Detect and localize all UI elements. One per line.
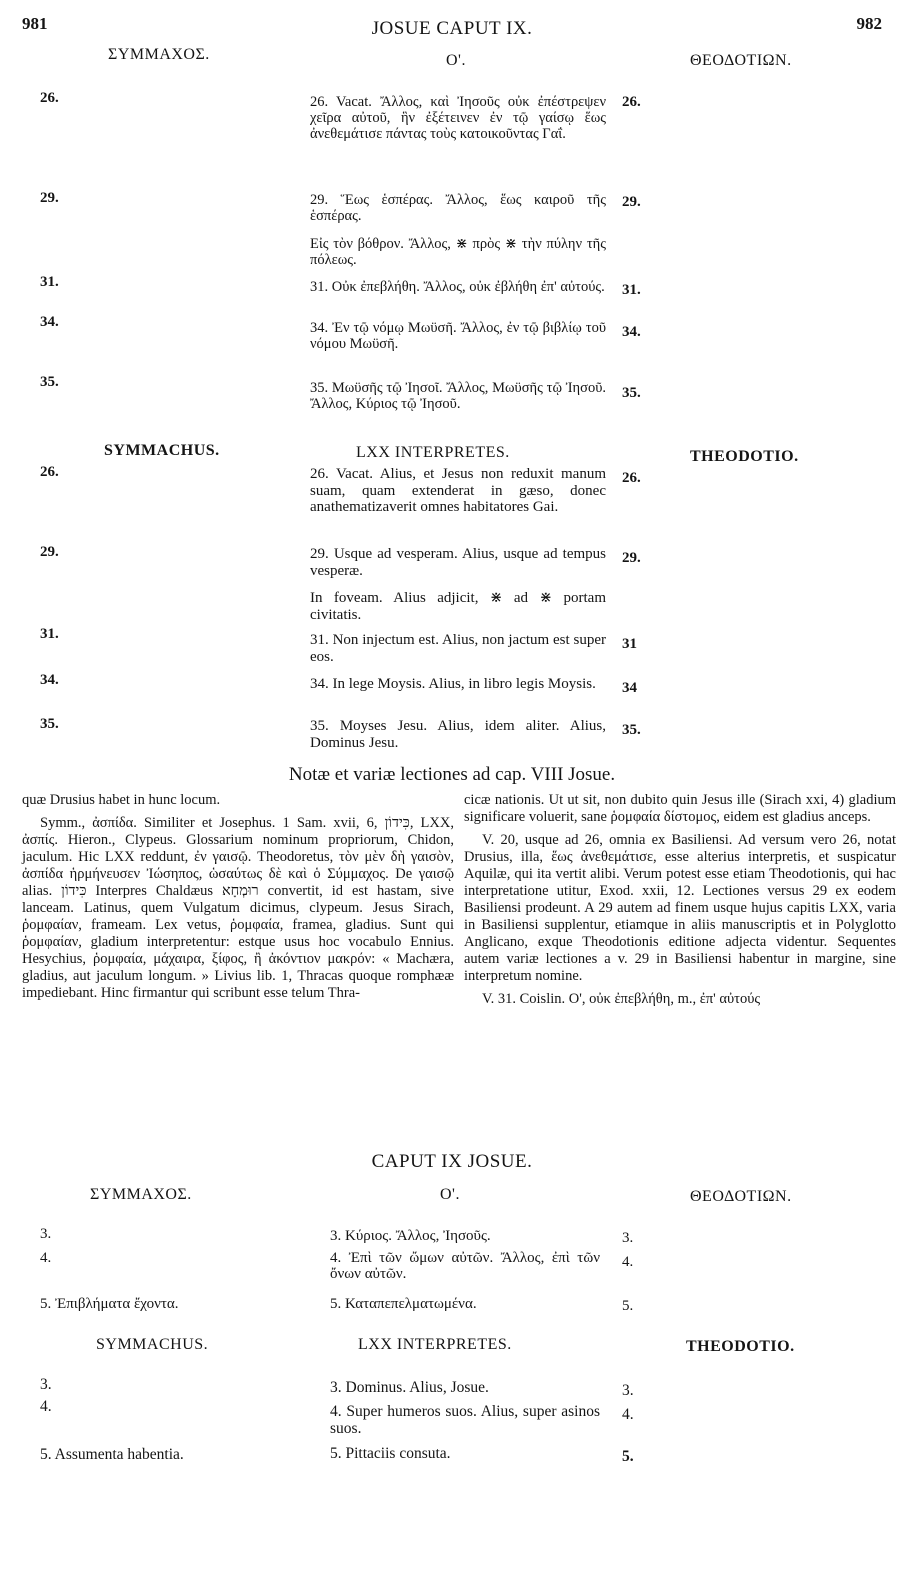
greek-variant-text: 29. Ἕως ἑσπέρας. Ἄλλος, ἕως καιροῦ τῆς ἑσπέρας. <box>310 192 606 224</box>
symmachus-greek-reading: 5. Ἐπιβλήματα ἔχοντα. <box>40 1296 179 1312</box>
latin-variant-text: 29. Usque ad vesperam. Alius, usque ad tempus vesperæ. <box>310 546 606 579</box>
latin-variant-text: 5. Pittaciis consuta. <box>330 1445 451 1462</box>
latin-variant-text: 31. Non injectum est. Alius, non jactum est super eos. <box>310 632 606 665</box>
verse-number-right: 31. <box>622 282 641 298</box>
notes-title: Notæ et variæ lectiones ad cap. VIII Josue. <box>288 764 616 785</box>
verse-number-left: 35. <box>40 716 59 732</box>
verse-number-right: 26. <box>622 470 641 486</box>
greek-variant-text: 26. Vacat. Ἄλλος, καὶ Ἰησοῦς οὐκ ἐπέστρεψεν χεῖρα αὐτοῦ, ἣν ἐξέτεινεν ἐν τῷ γαίσῳ ἕως ἀνεθεμάτισε πάντας τοὺς κατοικοῦντας Γαΐ. <box>310 94 606 142</box>
latin-variant-text: 34. In lege Moysis. Alius, in libro legis Moysis. <box>310 676 596 692</box>
lxx-latin-heading-lower: LXX INTERPRETES. <box>358 1336 512 1353</box>
verse-number-left: 29. <box>40 544 59 560</box>
verse-number-left: 4. <box>40 1398 52 1415</box>
greek-variant-text: 4. Ἐπὶ τῶν ὤμων αὐτῶν. Ἄλλος, ἐπὶ τῶν ὄνων αὐτῶν. <box>330 1250 600 1282</box>
note-paragraph: cicæ nationis. Ut ut sit, non dubito quin Jesus ille (Sirach xxi, 4) gladium significare voluerit, sane ῥομφαία δίστομος, eidem est gladius anceps. <box>464 792 896 825</box>
verse-number-left: 35. <box>40 374 59 390</box>
caput-ix-title: CAPUT IX JOSUE. <box>371 1151 533 1172</box>
notes-right-column <box>464 792 896 1014</box>
symmachus-latin-heading-lower: SYMMACHUS. <box>96 1336 209 1353</box>
verse-number-right: 31 <box>622 636 637 652</box>
verse-number-left: 26. <box>40 464 59 480</box>
verse-number-left: 26. <box>40 90 59 106</box>
greek-variant-text: 35. Μωϋσῆς τῷ Ἰησοῖ. Ἄλλος, Μωϋσῆς τῷ Ἰησοῦ. Ἄλλος, Κύριος τῷ Ἰησοῦ. <box>310 380 606 412</box>
verse-number-right: 5. <box>622 1298 634 1314</box>
verse-number-right: 3. <box>622 1382 634 1399</box>
verse-number-left: 4. <box>40 1250 52 1266</box>
symmachus-greek-heading-lower: ΣΥΜΜΑΧΟΣ. <box>90 1186 192 1203</box>
latin-variant-text: 35. Moyses Jesu. Alius, idem aliter. Alius, Dominus Jesu. <box>310 718 606 751</box>
symmachus-latin-heading: SYMMACHUS. <box>104 442 220 459</box>
note-paragraph: Symm., ἀσπίδα. Similiter et Josephus. 1 Sam. xvii, 6, כִּידוֹן, LXX, ἀσπίς. Hieron., Clypeus. Glossarium nominum propriorum, Chidon, jaculum. Hic LXX reddunt, ἐν γαισῷ. Theodoretus, τὸν μὲν δὴ γαισὸν, ἀσπίδα ἡρμήνευσεν Ἰώσηπος, ὡσαύτως δὲ καὶ ὁ Σύμμαχος. De γαισῷ alias. כִּידוֹן Interpres Chaldæus רוּמְחָא convertit, id est hastam, sive lanceam. Latinus, quem Vulgatum dicimus, clypeum. Jesus Sirach, ῥομφαίαν, frameam. Lex vetus, ῥομφαία, framea, gladius. Sunt qui ῥομφαίαν, gladium interpretentur: estque usus hoc vocabulo Ennius. Hesychius, ῥομφαία, μάχαιρα, ξίφος, ἢ ἀκόντιον μακρόν: « Machæra, gladius, aut jaculum longum. » Livius lib. 1, Thracas quoque romphææ impediebant. Hinc firmantur qui scribunt esse telum Thra- <box>22 815 454 1001</box>
greek-variant-text: 5. Καταπεπελματωμένα. <box>330 1296 477 1312</box>
verse-number-left: 29. <box>40 190 59 206</box>
theodotio-latin-heading: THEODOTIO. <box>690 448 799 465</box>
theodotion-greek-heading-lower: ΘΕΟΔΟΤΙΩΝ. <box>690 1188 792 1205</box>
symmachus-latin-reading: 5. Assumenta habentia. <box>40 1446 184 1463</box>
lxx-latin-heading: LXX INTERPRETES. <box>356 444 510 461</box>
lxx-greek-heading-lower: Ο'. <box>440 1186 460 1203</box>
verse-number-left: 34. <box>40 672 59 688</box>
page-number-right: 982 <box>856 14 882 33</box>
verse-number-left: 31. <box>40 626 59 642</box>
notes-left-column <box>22 792 454 1008</box>
verse-number-right: 3. <box>622 1230 634 1246</box>
verse-number-right: 35. <box>622 722 641 738</box>
verse-number-right: 35. <box>622 385 641 401</box>
symmachus-greek-heading: ΣΥΜΜΑΧΟΣ. <box>108 46 210 63</box>
greek-variant-text: 31. Οὐκ ἐπεβλήθη. Ἄλλος, οὐκ ἐβλήθη ἐπ' αὐτούς. <box>310 279 605 295</box>
verse-number-right: 34. <box>622 324 641 340</box>
verse-number-right: 26. <box>622 94 641 110</box>
theodotion-greek-heading: ΘΕΟΔΟΤΙΩΝ. <box>690 52 792 69</box>
verse-number-right: 4. <box>622 1254 634 1270</box>
note-paragraph: V. 20, usque ad 26, omnia ex Basiliensi. Ad versum vero 26, notat Drusius, illa, ἕως ἀνεθεμάτισε, esse alterius interpretis, et suspicatur Aquilæ, qui ita vertit alibi. Verum potest esse etiam Theodotionis, qui hac interpretatione utitur, Exod. xxii, 12. Lectiones versus 29 ex eodem Basiliensi prodeunt. A 29 autem ad finem usque hujus capitis LXX, varia in Basiliensi supplentur, etiamque in aliis manuscriptis et in Polyglotto Anglicano, exque Theodotionis editione adjecta videntur. Sequentes autem variæ lectiones a v. 29 in Basiliensi habentur in margine, sine interpretum nomine. <box>464 832 896 984</box>
verse-number-right: 4. <box>622 1406 634 1423</box>
note-paragraph: quæ Drusius habet in hunc locum. <box>22 792 221 808</box>
verse-number-right: 29. <box>622 194 641 210</box>
latin-variant-text: 4. Super humeros suos. Alius, super asinos suos. <box>330 1403 600 1437</box>
note-paragraph: V. 31. Coislin. Ο', οὐκ ἐπεβλήθη, m., ἐπ' αὐτούς <box>482 991 761 1007</box>
verse-number-right: 29. <box>622 550 641 566</box>
lxx-greek-heading: Ο'. <box>446 52 466 69</box>
verse-number-left: 31. <box>40 274 59 290</box>
latin-variant-text: 26. Vacat. Alius, et Jesus non reduxit manum suam, quam extenderat in gæso, donec anathematizaverit omnes habitatores Gai. <box>310 466 606 515</box>
greek-variant-text: 34. Ἐν τῷ νόμῳ Μωϋσῆ. Ἄλλος, ἐν τῷ βιβλίῳ τοῦ νόμου Μωϋσῆ. <box>310 320 606 352</box>
verse-number-right: 5. <box>622 1448 634 1465</box>
page-number-left: 981 <box>22 14 48 33</box>
greek-variant-text: Εἰς τὸν βόθρον. Ἄλλος, ⋇ πρὸς ⋇ τὴν πύλην τῆς πόλεως. <box>310 236 606 268</box>
latin-variant-text: In foveam. Alius adjicit, ⋇ ad ⋇ portam civitatis. <box>310 590 606 623</box>
latin-variant-text: 3. Dominus. Alius, Josue. <box>330 1379 489 1396</box>
theodotio-latin-heading-lower: THEODOTIO. <box>686 1338 795 1355</box>
running-head: JOSUE CAPUT IX. <box>371 18 533 39</box>
verse-number-left: 3. <box>40 1226 52 1242</box>
verse-number-left: 34. <box>40 314 59 330</box>
verse-number-right: 34 <box>622 680 637 696</box>
greek-variant-text: 3. Κύριος. Ἄλλος, Ἰησοῦς. <box>330 1228 491 1244</box>
verse-number-left: 3. <box>40 1376 52 1393</box>
